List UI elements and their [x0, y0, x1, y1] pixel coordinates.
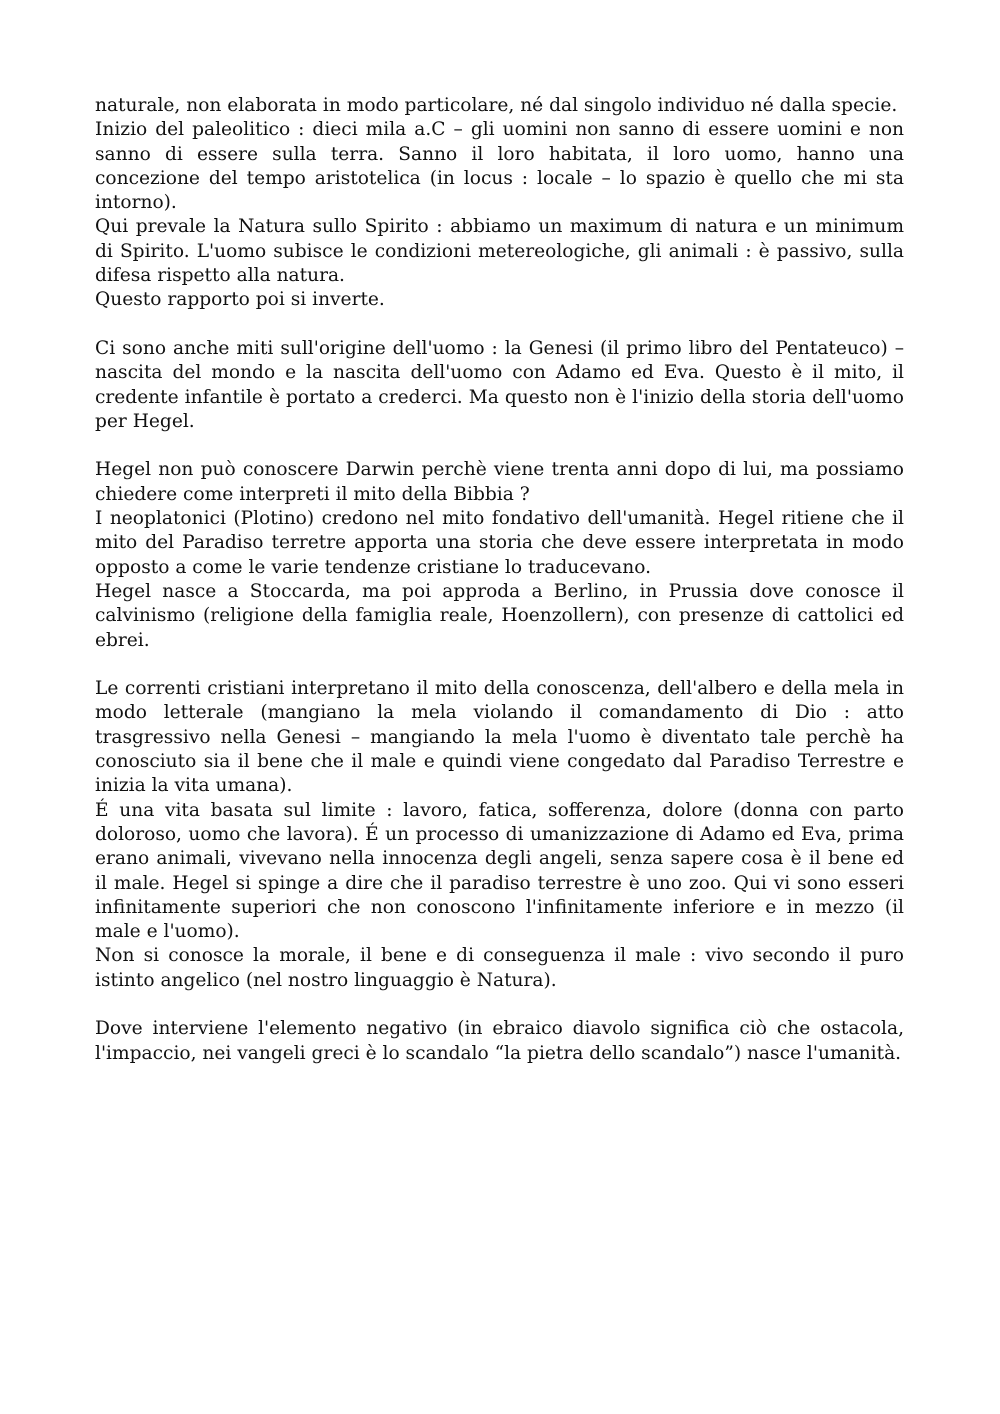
paragraph: Qui prevale la Natura sullo Spirito : abbiamo un maximum di natura e un minimum di Spirito. L'uomo subisce le condizioni metereologiche, gli animali : è passivo, sulla difesa rispetto alla natura.	[95, 216, 904, 287]
paragraph: I neoplatonici (Plotino) credono nel mito fondativo dell'umanità. Hegel ritiene che il mito del Paradiso terretre apporta una storia che deve essere interpretata in modo opposto a come le varie tendenze cristiane lo traducevano.	[95, 508, 904, 578]
paragraph: Le correnti cristiani interpretano il mito della conoscenza, dell'albero e della mela in modo letterale (mangiano la mela violando il comandamento di Dio : atto trasgressivo nella Genesi – mangiando la mela l'uomo è diventato tale perchè ha conosciuto sia il bene che il male e quindi viene congedato dal Paradiso Terrestre e inizia la vita umana).	[95, 678, 904, 797]
paragraph: Inizio del paleolitico : dieci mila a.C – gli uomini non sanno di essere uomini e non sanno di essere sulla terra. Sanno il loro habitata, il loro uomo, hanno una concezione del tempo aristotelica (in locus : locale – lo spazio è quello che mi sta intorno).	[95, 119, 904, 214]
paragraph: Hegel nasce a Stoccarda, ma poi approda a Berlino, in Prussia dove conosce il calvinismo (religione della famiglia reale, Hoenzollern), con presenze di cattolici ed ebrei.	[95, 580, 904, 651]
document-page	[95, 94, 904, 1066]
paragraph: Hegel non può conoscere Darwin perchè viene trenta anni dopo di lui, ma possiamo chiedere come interpreti il mito della Bibbia ?	[95, 459, 904, 505]
paragraph: Dove interviene l'elemento negativo (in ebraico diavolo significa ciò che ostacola, l'impaccio, nei vangeli greci è lo scandalo “la pietra dello scandalo”) nasce l'umanità.	[95, 1018, 904, 1064]
paragraph: Ci sono anche miti sull'origine dell'uomo : la Genesi (il primo libro del Pentateuco) – nascita del mondo e la nascita dell'uomo con Adamo ed Eva. Questo è il mito, il credente infantile è portato a crederci. Ma questo non è l'inizio della storia dell'uomo per Hegel.	[95, 337, 904, 432]
paragraph: Non si conosce la morale, il bene e di conseguenza il male : vivo secondo il puro istinto angelico (nel nostro linguaggio è Natura).	[95, 945, 904, 991]
paragraph: Questo rapporto poi si inverte.	[95, 289, 385, 311]
paragraph: naturale, non elaborata in modo particolare, né dal singolo individuo né dalla specie.	[95, 95, 898, 116]
paragraph: É una vita basata sul limite : lavoro, fatica, sofferenza, dolore (donna con parto doloroso, uomo che lavora). É un processo di umanizzazione di Adamo ed Eva, prima erano animali, vivevano nella innocenza degli angeli, senza sapere cosa è il bene ed il male. Hegel si spinge a dire che il paradiso terrestre è uno zoo. Qui vi sono esseri infinitamente superiori che non conoscono l'infinitamente inferiore e in mezzo (il male e l'uomo).	[95, 799, 904, 943]
